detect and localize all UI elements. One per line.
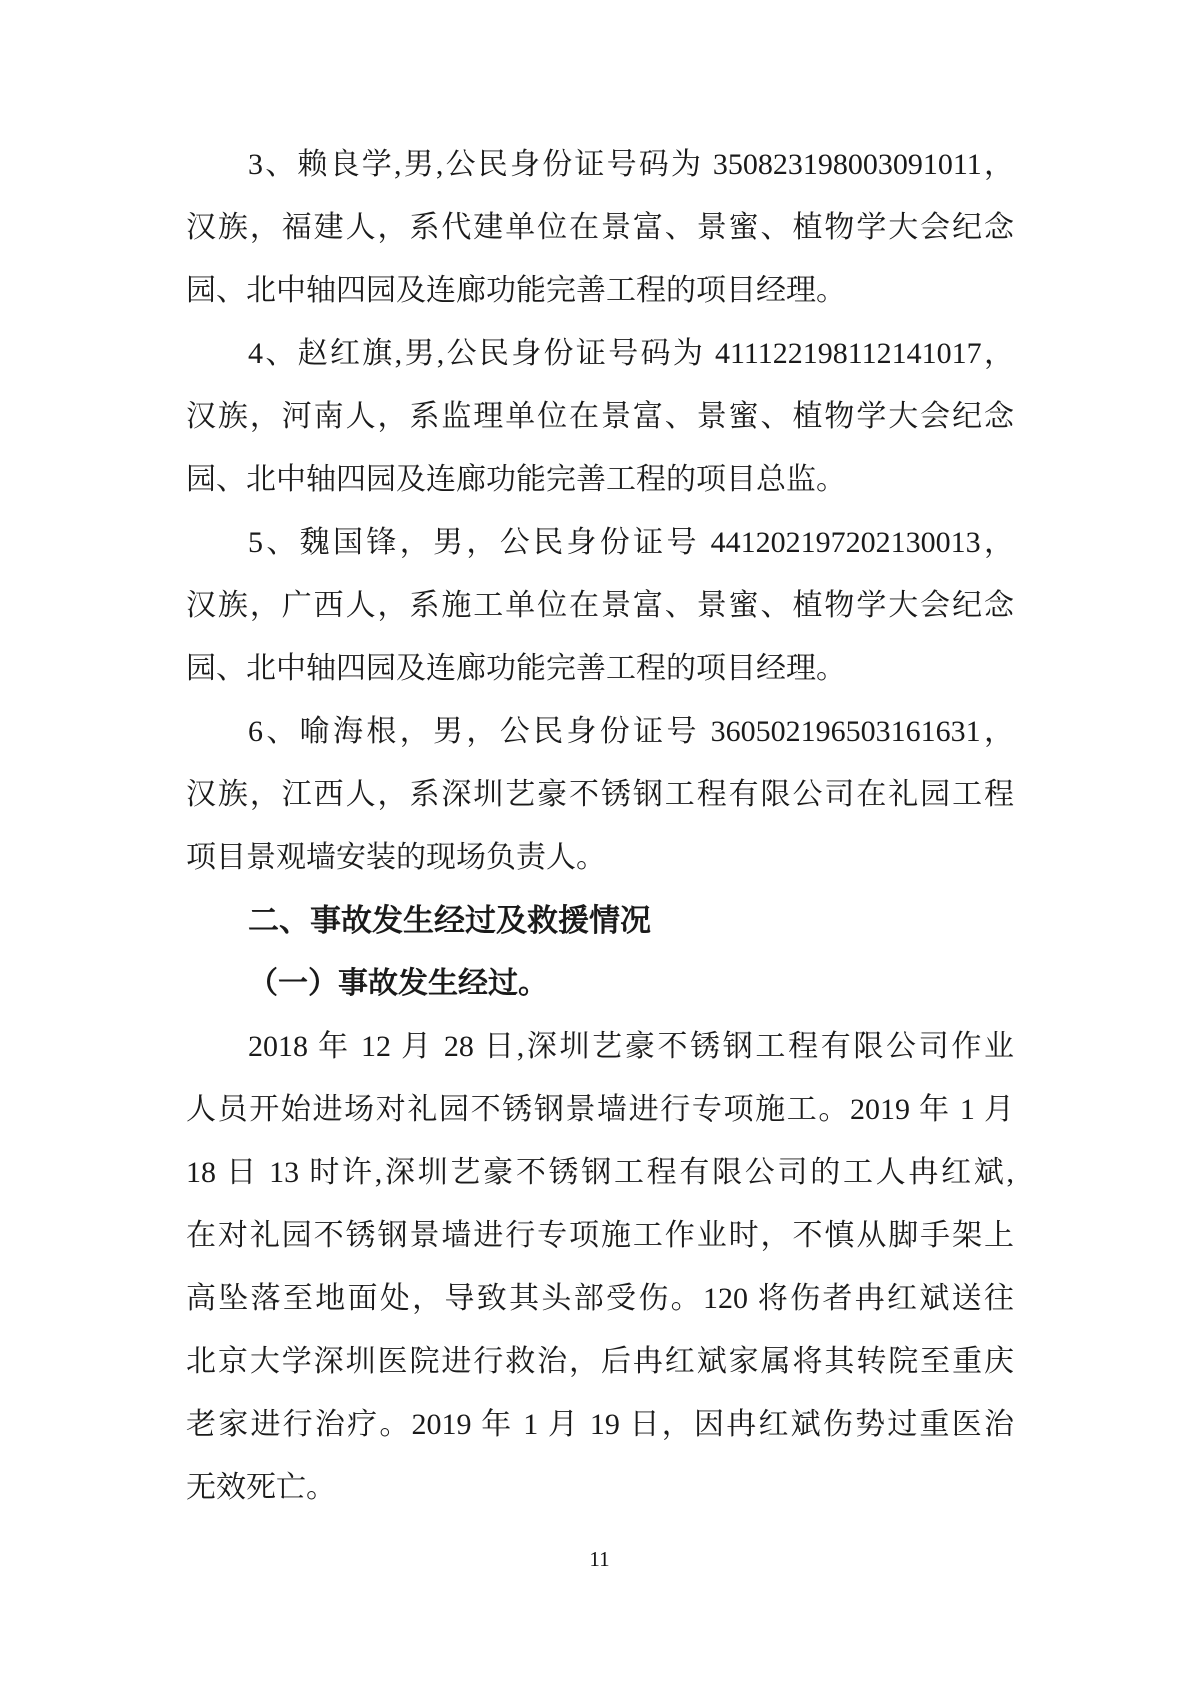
paragraph-line: 汉族，江西人，系深圳艺豪不锈钢工程有限公司在礼园工程 xyxy=(186,778,1014,811)
paragraph-line: 汉族，广西人，系施工单位在景富、景蜜、植物学大会纪念 xyxy=(186,589,1014,622)
subsection-heading: （一）事故发生经过。 xyxy=(248,967,548,1000)
paragraph-line: 无效死亡。 xyxy=(186,1471,336,1504)
paragraph-line: 5、魏国锋，男，公民身份证号 441202197202130013， xyxy=(248,526,1014,559)
paragraph-line: 汉族，福建人，系代建单位在景富、景蜜、植物学大会纪念 xyxy=(186,211,1014,244)
paragraph-line: 4、赵红旗,男,公民身份证号码为 411122198112141017， xyxy=(248,337,1014,370)
section-heading: 二、事故发生经过及救援情况 xyxy=(248,903,651,938)
paragraph-line: 汉族，河南人，系监理单位在景富、景蜜、植物学大会纪念 xyxy=(186,400,1014,433)
paragraph-line: 老家进行治疗。2019 年 1 月 19 日，因冉红斌伤势过重医治 xyxy=(186,1408,1014,1441)
paragraph-person-4 xyxy=(186,322,1014,511)
paragraph-line: 人员开始进场对礼园不锈钢景墙进行专项施工。2019 年 1 月 xyxy=(186,1093,1014,1126)
paragraph-line: 园、北中轴四园及连廊功能完善工程的项目经理。 xyxy=(186,652,846,685)
paragraph-person-6 xyxy=(186,700,1014,889)
page-number: 11 xyxy=(589,1547,610,1571)
paragraph-line: 高坠落至地面处，导致其头部受伤。120 将伤者冉红斌送往 xyxy=(186,1282,1014,1315)
paragraph-person-3 xyxy=(186,133,1014,322)
paragraph-line: 北京大学深圳医院进行救治，后冉红斌家属将其转院至重庆 xyxy=(186,1345,1014,1378)
paragraph-line: 3、赖良学,男,公民身份证号码为 350823198003091011， xyxy=(248,148,1014,181)
paragraph-person-5 xyxy=(186,511,1014,700)
paragraph-line: 2018 年 12 月 28 日,深圳艺豪不锈钢工程有限公司作业 xyxy=(248,1030,1014,1063)
paragraph-line: 园、北中轴四园及连廊功能完善工程的项目经理。 xyxy=(186,274,846,307)
paragraph-line: 6、喻海根，男，公民身份证号 360502196503161631， xyxy=(248,715,1014,748)
paragraph-accident-narrative xyxy=(186,1015,1014,1519)
paragraph-line: 在对礼园不锈钢景墙进行专项施工作业时，不慎从脚手架上 xyxy=(186,1219,1014,1252)
text-block xyxy=(186,133,1014,1519)
paragraph-line: 项目景观墙安装的现场负责人。 xyxy=(186,841,606,874)
paragraph-line: 18 日 13 时许,深圳艺豪不锈钢工程有限公司的工人冉红斌, xyxy=(186,1156,1014,1189)
paragraph-line: 园、北中轴四园及连廊功能完善工程的项目总监。 xyxy=(186,463,846,496)
